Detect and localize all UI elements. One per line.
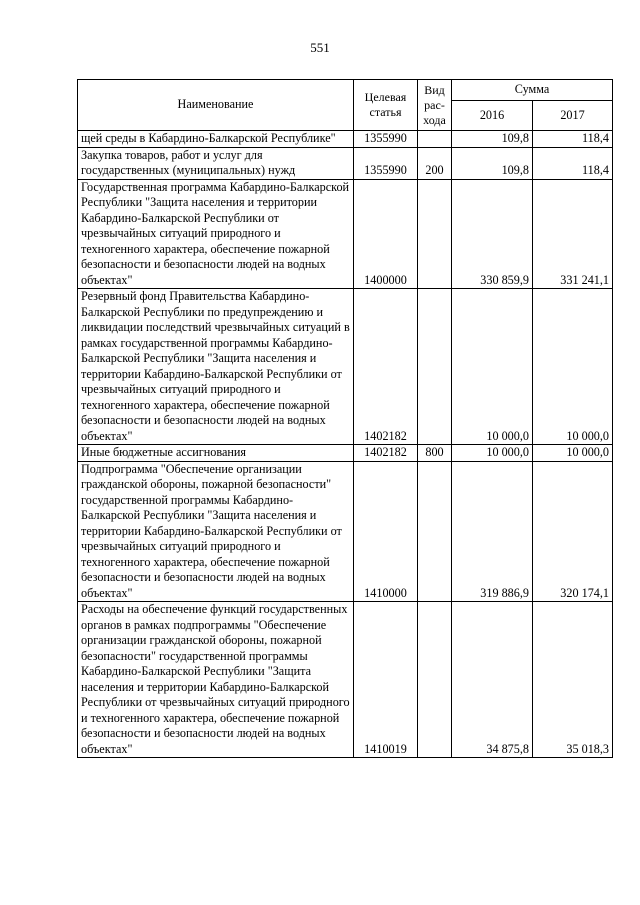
table-row	[78, 461, 613, 602]
row-code: 1410019	[354, 602, 418, 758]
header-sum: Сумма	[452, 80, 613, 101]
row-sum-2017: 10 000,0	[533, 445, 613, 462]
row-sum-2016: 319 886,9	[452, 461, 533, 602]
row-name: Подпрограмма "Обеспечение организации гражданской обороны, пожарной безопасности" государственной программы Кабардино-Балкарской Республики "Защита населения и территории Кабардино-Балкарской Республики от чрезвычайных ситуаций природного и техногенного характера, обеспечение пожарной безопасности и безопасности людей на водных объектах"	[78, 461, 354, 602]
row-sum-2016: 109,8	[452, 147, 533, 179]
table-row	[78, 131, 613, 148]
header-code: Целевая статья	[354, 80, 418, 131]
row-code: 1402182	[354, 445, 418, 462]
row-name: Резервный фонд Правительства Кабардино-Балкарской Республики по предупреждению и ликвидации последствий чрезвычайных ситуаций в рамках государственной программы Кабардино-Балкарской Республики "Защита населения и территории Кабардино-Балкарской Республики от чрезвычайных ситуаций природного и техногенного характера, обеспечение пожарной безопасности и безопасности людей на водных объектах"	[78, 289, 354, 445]
row-type: 800	[418, 445, 452, 462]
row-sum-2017: 118,4	[533, 147, 613, 179]
table-row	[78, 445, 613, 462]
row-sum-2017: 320 174,1	[533, 461, 613, 602]
row-sum-2017: 10 000,0	[533, 289, 613, 445]
table-row	[78, 289, 613, 445]
row-type	[418, 131, 452, 148]
header-year-2016: 2016	[452, 101, 533, 131]
budget-table	[77, 79, 613, 758]
row-sum-2017: 35 018,3	[533, 602, 613, 758]
row-sum-2016: 10 000,0	[452, 445, 533, 462]
row-code: 1410000	[354, 461, 418, 602]
row-name: Иные бюджетные ассигнования	[78, 445, 354, 462]
row-type	[418, 289, 452, 445]
row-name: Государственная программа Кабардино-Балкарской Республики "Защита населения и территории Кабардино-Балкарской Республики от чрезвычайных ситуаций природного и техногенного характера, обеспечение пожарной безопасности и безопасности людей на водных объектах"	[78, 179, 354, 289]
row-code: 1402182	[354, 289, 418, 445]
row-name: Расходы на обеспечение функций государственных органов в рамках подпрограммы "Обеспечение организации гражданской обороны, пожарной безопасности" государственной программы Кабардино-Балкарской Республики "Защита населения и территории Кабардино-Балкарской Республики от чрезвычайных ситуаций природного и техногенного характера, обеспечение пожарной безопасности и безопасности людей на водных объектах"	[78, 602, 354, 758]
row-type	[418, 461, 452, 602]
row-sum-2016: 109,8	[452, 131, 533, 148]
row-name: щей среды в Кабардино-Балкарской Республике"	[78, 131, 354, 148]
header-type: Вид рас-хода	[418, 80, 452, 131]
row-sum-2016: 10 000,0	[452, 289, 533, 445]
row-code: 1400000	[354, 179, 418, 289]
header-row-1	[78, 80, 613, 101]
row-type	[418, 179, 452, 289]
row-name: Закупка товаров, работ и услуг для государственных (муниципальных) нужд	[78, 147, 354, 179]
table-row	[78, 179, 613, 289]
header-year-2017: 2017	[533, 101, 613, 131]
row-type	[418, 602, 452, 758]
row-code: 1355990	[354, 147, 418, 179]
table-row	[78, 147, 613, 179]
row-type: 200	[418, 147, 452, 179]
row-sum-2016: 34 875,8	[452, 602, 533, 758]
page-number: 551	[310, 40, 330, 55]
row-sum-2016: 330 859,9	[452, 179, 533, 289]
header-name: Наименование	[78, 80, 354, 131]
row-code: 1355990	[354, 131, 418, 148]
row-sum-2017: 331 241,1	[533, 179, 613, 289]
row-sum-2017: 118,4	[533, 131, 613, 148]
table-row	[78, 602, 613, 758]
